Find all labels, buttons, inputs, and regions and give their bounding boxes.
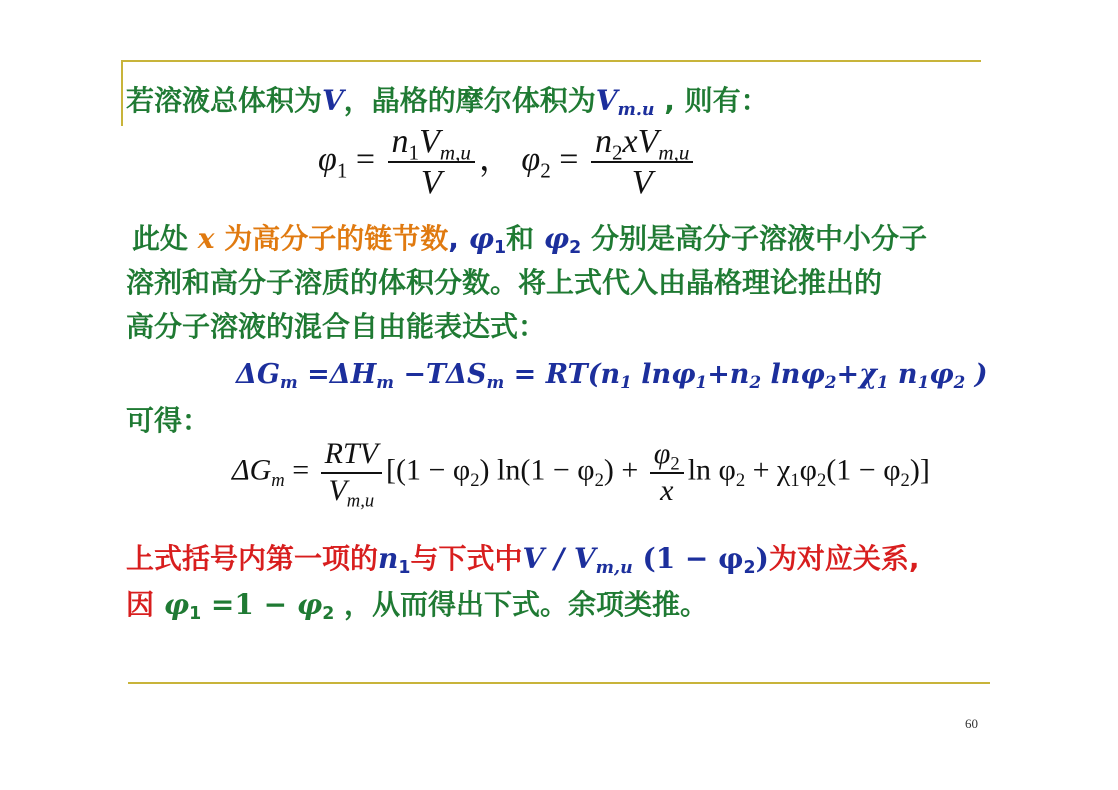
formula-delta-g-expanded: $\Delta G_m$ = $\frac{\text{RTV}}{V_{m,u}}$ [$(1 - \varphi_2)$ $\ln(1 - \varphi_2)$ + $\frac{\varphi_2}{x}$ $\ln \varphi_2 + \chi_1\varphi_2(1 - \varphi_2)$] — [232, 437, 930, 511]
page-number: 60 — [965, 716, 978, 731]
fraction-phi1: $\frac{n_1V_{m,u}}{V}$ — [388, 122, 475, 202]
left-rule — [121, 60, 123, 126]
var-vmu: $V_{m.u}$ — [595, 84, 655, 121]
var-v: V — [322, 84, 344, 117]
para1-line3: 高分子溶液的混合自由能表达式： — [126, 310, 547, 343]
formula-free-energy: $\Delta G_m =\Delta H_m -T\Delta S_m = RT(n_1$ $\ln\varphi_1+n_2$ $\ln\varphi_2+\chi_1$ $n_1\varphi_2$ ) — [236, 359, 988, 393]
para1-line2: 溶剂和高分子溶质的体积分数。将上式代入由晶格理论推出的 — [126, 266, 883, 299]
fraction-phi-x: $\frac{\varphi_2}{x}$ — [650, 437, 684, 508]
fraction-phi2: $\frac{n_2xV_{m,u}}{V}$ — [591, 122, 693, 202]
para1-line1: 此处 x 为高分子的链节数, $\varphi_1$和 $\varphi_2$ 分别是高分子溶液中小分子 — [132, 222, 927, 259]
fraction-rtv: $\frac{\text{RTV}}{V_{m,u}}$ — [321, 437, 382, 508]
text: , 则有： — [654, 84, 769, 117]
bottom-rule — [128, 682, 990, 684]
formula-volume-fractions: $\varphi_1$ = $\frac{n_1V_{m,u}}{V}$ ， $\varphi_2$ = $\frac{n_2xV_{m,u}}{V}$ — [318, 122, 697, 202]
text: ，晶格的摩尔体积为 — [343, 84, 596, 117]
text: 若溶液总体积为 — [126, 84, 323, 117]
top-rule — [121, 60, 981, 62]
line-1 — [126, 84, 769, 121]
para2-line1: 上式括号内第一项的$n_1$与下式中V / $V_{m,u}$ $(1 - \varphi_2)$为对应关系, — [126, 542, 920, 579]
kede-label: 可得： — [126, 404, 211, 437]
para2-line2: 因 $\varphi_1 =1 - \varphi_2$ ，从而得出下式。余项类推。 — [126, 588, 709, 625]
